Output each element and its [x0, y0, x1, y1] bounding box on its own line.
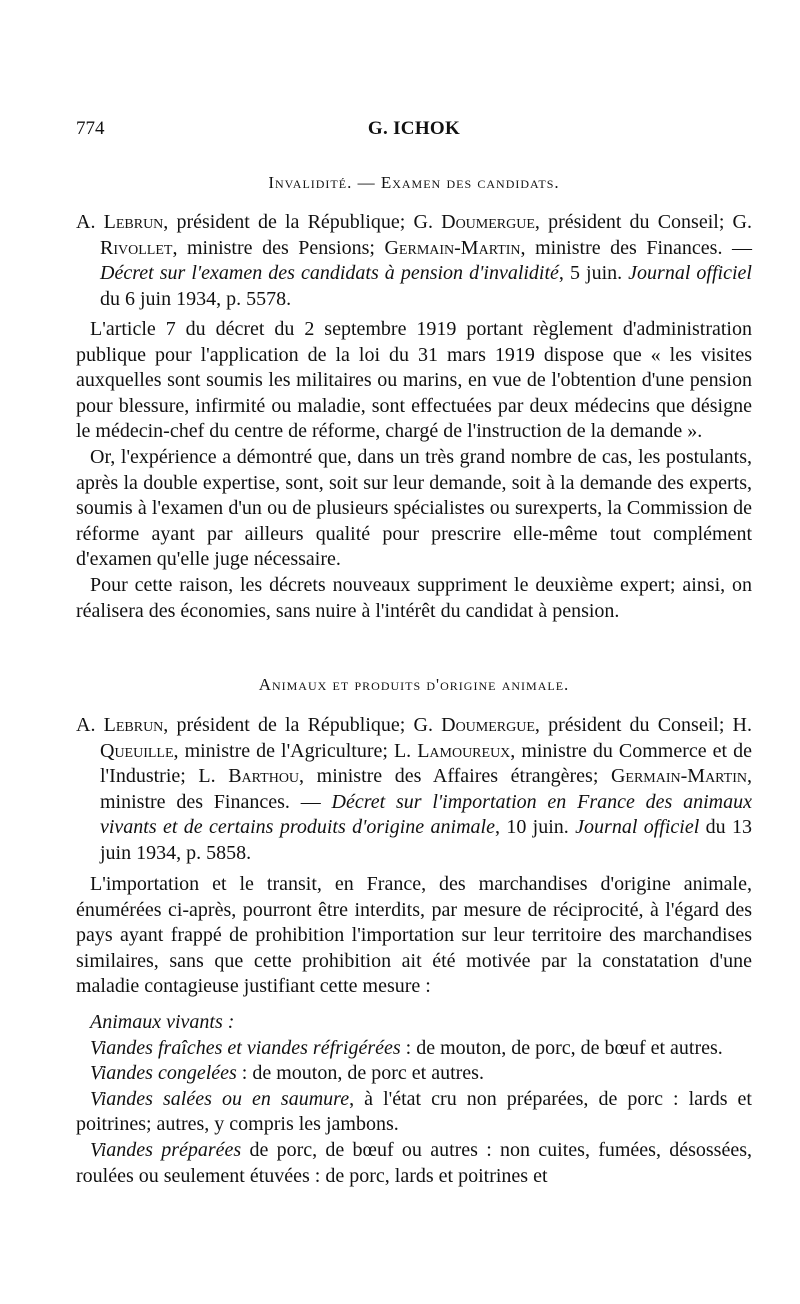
decree-title: Décret sur l'examen des candidats à pension d'invalidité: [100, 262, 559, 285]
list-item: Viandes fraîches et viandes réfrigérées : de mouton, de porc, de bœuf et autres.: [90, 1036, 723, 1059]
signatory-name: Germain-Martin: [384, 236, 521, 259]
signatory-name: Doumergue: [441, 211, 535, 233]
signatory-name: Lebrun: [103, 211, 164, 233]
signatory-name: Queuille: [100, 739, 174, 762]
list-item: Animaux vivants :: [90, 1010, 235, 1033]
page-header: [76, 118, 752, 146]
page-number: 774: [76, 118, 105, 139]
signatory-name: Barthou: [228, 765, 300, 788]
journal-name: Journal officiel: [628, 262, 752, 285]
signatory-name: Lamoureux: [417, 739, 511, 762]
paragraph: Or, l'expérience a démontré que, dans un très grand nombre de cas, les postulants, après la double expertise, sont, soit sur leur demande, soit à la demande des experts, soumis à l'examen d'un ou de plusieurs spécialistes ou surexperts, la Commission de réforme ayant par ailleurs qualité pour prescrire elle-même tout complément d'examen qu'elle juge nécessaire.: [76, 445, 752, 571]
signatory-name: Lebrun: [103, 714, 164, 736]
journal-name: Journal officiel: [575, 816, 700, 839]
decree-citation-animaux: A. Lebrun, président de la République; G. Doumergue, président du Conseil; H. Queuille, ministre de l'Agriculture; L. Lamoureux, ministre du Commerce et de l'Industrie; L. Barthou, ministre des Affaires étrangères; Germain-Martin, ministre des Finances. — Décret sur l'importation en France des animaux vivants et de certains produits d'origine animale, 10 juin. Journal officiel du 13 juin 1934, p. 5858.: [76, 714, 753, 864]
decree-citation-invalidite: A. Lebrun, président de la République; G. Doumergue, président du Conseil; G. Rivollet, ministre des Pensions; Germain-Martin, ministre des Finances. — Décret sur l'examen des candidats à pension d'invalidité, 5 juin. Journal officiel du 6 juin 1934, p. 5578.: [76, 211, 752, 310]
paragraph: L'importation et le transit, en France, des marchandises d'origine animale, énumérées ci-après, pourront être interdits, par mesure de réciprocité, à l'égard des pays ayant frappé de prohibition l'importation sur leur territoire des marchandises similaires, sans que cette prohibition ait été motivée par la constatation d'une maladie contagieuse justifiant cette mesure :: [76, 873, 752, 998]
section-title-animaux: Animaux et produits d'origine animale.: [258, 675, 570, 694]
signatory-name: Rivollet: [100, 236, 173, 259]
signatory-name: Doumergue: [441, 714, 535, 736]
section-body-invalidite: [76, 317, 752, 624]
decree-title: Décret sur l'importation en France des animaux vivants et de certains produits d'origine animale: [100, 790, 752, 839]
list-item: Viandes congelées : de mouton, de porc et autres.: [90, 1062, 484, 1085]
section-title-invalidite: Invalidité. — Examen des candidats.: [268, 173, 560, 192]
paragraph: L'article 7 du décret du 2 septembre 1919 portant règlement d'administration publique pour l'application de la loi du 31 mars 1919 dispose que « les visites auxquelles sont soumis les militaires ou marins, en vue de l'obtention d'une pension pour blessure, infirmité ou maladie, sont effectuées par deux médecins que désigne le médecin-chef du centre de réforme, chargé de l'instruction de la demande ».: [76, 318, 752, 443]
signatory-name: Germain-Martin: [610, 765, 748, 788]
list-item: Viandes salées ou en saumure, à l'état cru non préparées, de porc : lards et poitrines; autres, y compris les jambons.: [76, 1087, 752, 1136]
list-item: Viandes préparées de porc, de bœuf ou autres : non cuites, fumées, désossées, roulées ou seulement étuvées : de porc, lards et poitrines et: [76, 1138, 752, 1187]
running-title: G. ICHOK: [367, 118, 461, 139]
section-body-animaux: [76, 872, 752, 1189]
paragraph: Pour cette raison, les décrets nouveaux suppriment le deuxième expert; ainsi, on réalisera des économies, sans nuire à l'intérêt du candidat à pension.: [76, 573, 752, 622]
